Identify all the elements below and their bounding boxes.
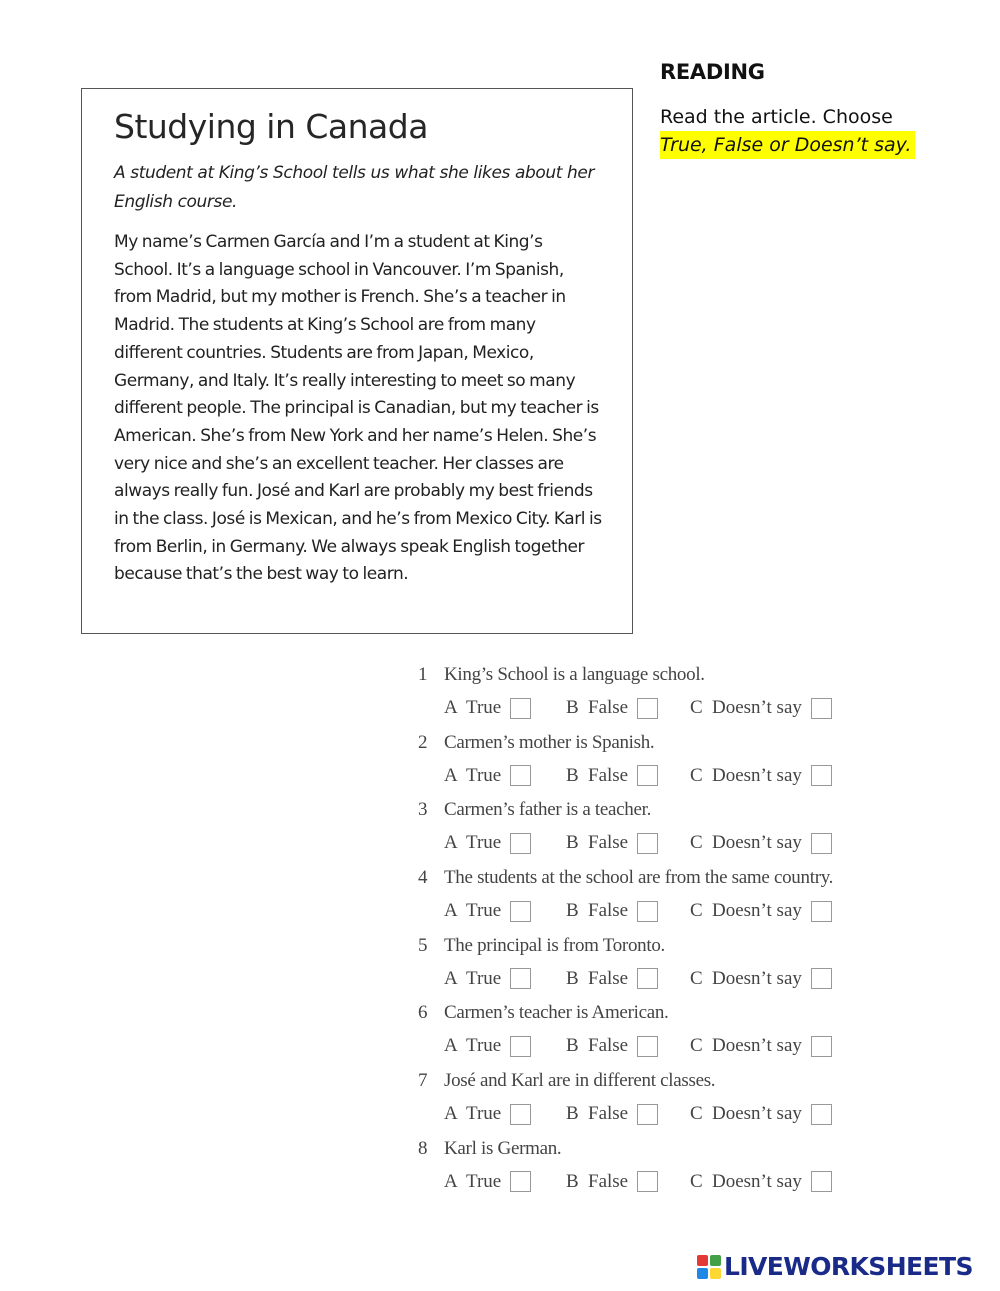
answer-checkbox-doesnt-say[interactable] [811,1036,832,1057]
instructions-line: Read the article. Choose [660,106,893,128]
option-letter: C [690,1035,703,1057]
question-item [414,1066,974,1134]
question-text: Carmen’s father is a teacher. [444,799,652,821]
option-letter: B [566,967,579,989]
question-item [414,1134,974,1202]
option-label: False [588,1103,629,1125]
option-doesnt-say [690,1031,832,1061]
option-letter: B [566,1035,579,1057]
question-number: 7 [418,1070,428,1092]
option-letter: C [690,1170,703,1192]
question-text: King’s School is a language school. [444,664,705,685]
question-line [414,660,974,690]
option-true [444,1099,566,1129]
answer-options [414,1167,974,1197]
instructions [660,103,990,159]
option-letter: B [566,900,579,922]
logo-square [697,1255,708,1266]
question-line [414,1134,974,1164]
question-line [414,728,974,758]
option-true [444,761,566,791]
option-letter: B [566,1170,579,1192]
option-label: True [466,1170,502,1192]
question-number: 1 [418,664,428,685]
answer-checkbox-false[interactable] [637,698,658,719]
question-number: 3 [418,799,428,821]
option-label: Doesn’t say [712,832,802,854]
question-number: 5 [418,934,428,956]
question-item [414,863,974,931]
answer-checkbox-false[interactable] [637,1171,658,1192]
logo-icon [697,1255,721,1279]
answer-checkbox-true[interactable] [510,1104,531,1125]
option-false [566,1099,690,1129]
answer-checkbox-doesnt-say[interactable] [811,968,832,989]
question-text: Karl is German. [444,1137,562,1159]
option-letter: B [566,764,579,786]
liveworksheets-logo [697,1252,973,1281]
option-letter: B [566,832,579,854]
question-item [414,660,974,728]
answer-checkbox-true[interactable] [510,765,531,786]
question-item [414,998,974,1066]
question-text: José and Karl are in different classes. [444,1070,716,1092]
option-label: Doesn’t say [712,1103,802,1125]
option-doesnt-say [690,828,832,858]
answer-checkbox-true[interactable] [510,833,531,854]
option-doesnt-say [690,693,832,723]
option-label: False [588,832,629,854]
option-doesnt-say [690,761,832,791]
question-item [414,931,974,999]
option-label: False [588,764,629,786]
answer-options [414,761,974,791]
logo-square [710,1268,721,1279]
option-false [566,1167,690,1197]
option-label: Doesn’t say [712,900,802,922]
option-letter: B [566,697,579,718]
article-subtitle: A student at King’s School tells us what she likes about her English course. [114,163,595,212]
answer-options [414,828,974,858]
option-false [566,693,690,723]
answer-options [414,964,974,994]
answer-checkbox-doesnt-say[interactable] [811,901,832,922]
option-false [566,761,690,791]
option-true [444,896,566,926]
option-label: False [588,967,629,989]
option-letter: A [444,900,458,922]
answer-options [414,1099,974,1129]
logo-square [710,1255,721,1266]
option-letter: A [444,764,458,786]
option-false [566,896,690,926]
option-label: True [466,900,502,922]
answer-checkbox-doesnt-say[interactable] [811,698,832,719]
option-letter: C [690,697,703,718]
option-letter: C [690,1103,703,1125]
question-text: Carmen’s mother is Spanish. [444,731,655,753]
option-label: False [588,1035,629,1057]
answer-checkbox-doesnt-say[interactable] [811,1104,832,1125]
question-number: 2 [418,731,428,753]
answer-checkbox-false[interactable] [637,968,658,989]
option-false [566,964,690,994]
option-letter: A [444,697,458,718]
question-text: Carmen’s teacher is American. [444,1002,669,1024]
answer-checkbox-true[interactable] [510,968,531,989]
option-true [444,828,566,858]
answer-checkbox-true[interactable] [510,1171,531,1192]
question-line [414,863,974,893]
option-letter: C [690,832,703,854]
option-true [444,693,566,723]
option-label: False [588,900,629,922]
option-doesnt-say [690,964,832,994]
option-label: True [466,1035,502,1057]
option-letter: C [690,967,703,989]
question-line [414,795,974,825]
answer-checkbox-true[interactable] [510,901,531,922]
article-body: My name’s Carmen García and I’m a student at King’s School. It’s a language school in Vancouver. I’m Spanish, from Madrid, but my mother is French. She’s a teacher in Madrid. The students at King’s School are from many different countries. Students are from Japan, Mexico, Germany, and Italy. It’s really interesting to meet so many different people. The principal is Canadian, but my teacher is American. She’s from New York and her name’s Helen. She’s very nice and she’s an excellent teacher. Her classes are always really fun. José and Karl are probably my best friends in the class. José is Mexican, and he’s from Mexico City. Karl is from Berlin, in Germany. We always speak English together because that’s the best way to learn. [114,232,602,585]
question-text: The principal is from Toronto. [444,934,665,956]
answer-checkbox-false[interactable] [637,833,658,854]
option-label: True [466,764,502,786]
question-number: 6 [418,1002,428,1024]
question-list [414,660,974,1202]
option-letter: A [444,1035,458,1057]
option-letter: A [444,1170,458,1192]
option-doesnt-say [690,896,832,926]
question-line [414,998,974,1028]
answer-options [414,896,974,926]
answer-checkbox-doesnt-say[interactable] [811,1171,832,1192]
option-true [444,1031,566,1061]
answer-checkbox-true[interactable] [510,698,531,719]
question-line [414,1066,974,1096]
option-label: Doesn’t say [712,1035,802,1057]
option-label: False [588,1170,629,1192]
option-label: Doesn’t say [712,1170,802,1192]
option-true [444,964,566,994]
section-title: READING [660,60,765,84]
logo-square [697,1268,708,1279]
option-false [566,1031,690,1061]
answer-options [414,1031,974,1061]
article-box [81,88,633,634]
question-text: The students at the school are from the same country. [444,867,834,889]
option-letter: A [444,832,458,854]
instructions-highlight: True, False or Doesn’t say. [660,131,915,159]
option-letter: C [690,764,703,786]
answer-checkbox-doesnt-say[interactable] [811,765,832,786]
option-letter: C [690,900,703,922]
option-doesnt-say [690,1167,832,1197]
answer-checkbox-false[interactable] [637,1036,658,1057]
answer-checkbox-false[interactable] [637,901,658,922]
option-label: Doesn’t say [712,697,802,718]
option-false [566,828,690,858]
answer-checkbox-true[interactable] [510,1036,531,1057]
option-label: True [466,832,502,854]
option-label: Doesn’t say [712,967,802,989]
option-letter: A [444,967,458,989]
question-item [414,728,974,796]
answer-checkbox-doesnt-say[interactable] [811,833,832,854]
answer-options [414,693,974,723]
option-label: Doesn’t say [712,764,802,786]
logo-text: LIVEWORKSHEETS [724,1252,973,1281]
answer-checkbox-false[interactable] [637,765,658,786]
question-number: 4 [418,867,428,889]
option-label: True [466,1103,502,1125]
option-doesnt-say [690,1099,832,1129]
option-letter: A [444,1103,458,1125]
option-label: True [466,697,502,718]
question-number: 8 [418,1137,428,1159]
option-true [444,1167,566,1197]
option-label: True [466,967,502,989]
question-line [414,931,974,961]
option-letter: B [566,1103,579,1125]
question-item [414,795,974,863]
article-title: Studying in Canada [114,107,428,146]
answer-checkbox-false[interactable] [637,1104,658,1125]
option-label: False [588,697,629,718]
